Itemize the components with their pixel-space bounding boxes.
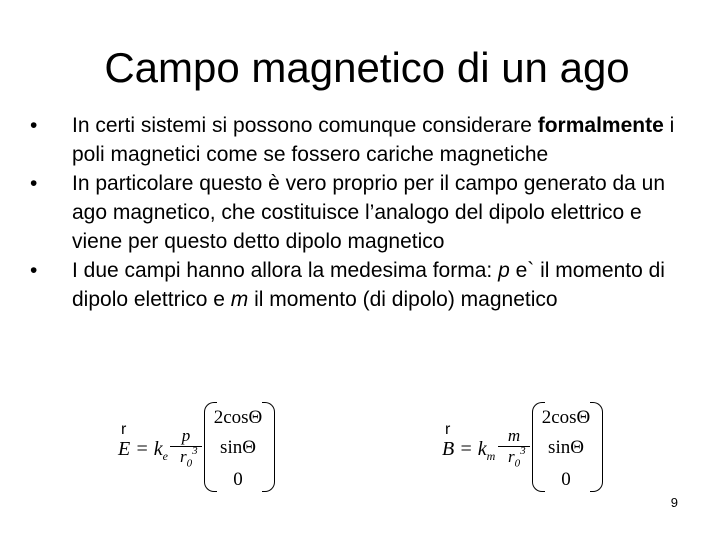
- equals-sign: =: [454, 438, 478, 460]
- bullet-3-italic-m: m: [230, 288, 249, 311]
- vector-row-2: sinΘ: [548, 437, 584, 458]
- bullet-3-text-a: I due campi hanno allora la medesima forma:: [72, 259, 499, 282]
- vector-row-3: 0: [561, 469, 571, 490]
- bullet-3-text-b: e` il momento di dipolo elettrico e: [72, 259, 665, 311]
- vector-row-2: sinΘ: [220, 437, 256, 458]
- page-number: 9: [670, 495, 678, 510]
- bullet-1-text-after: i poli magnetici come se fossero cariche magnetiche: [72, 114, 675, 166]
- bullet-1-text-before: In certi sistemi si possono comunque considerare: [72, 114, 538, 137]
- bullet-list: [30, 111, 690, 314]
- bullet-1-bold-word: formalmente: [537, 114, 664, 137]
- constant-subscript: e: [162, 449, 168, 463]
- right-bracket: [262, 402, 275, 492]
- electric-field-equation: [116, 400, 286, 500]
- vector-mark: r: [445, 421, 451, 438]
- bullet-marker: •: [30, 114, 38, 137]
- bullet-3-italic-p: p: [498, 259, 510, 282]
- denominator-subscript: 0: [186, 457, 193, 470]
- constant-subscript: m: [486, 449, 496, 463]
- bullet-item-1: [30, 111, 690, 169]
- constant: k: [153, 438, 163, 460]
- bullet-2-text: In particolare questo è vero proprio per il campo generato da un ago magnetico, che costituisce l’analogo del dipolo elettrico e viene per questo detto dipolo magnetico: [72, 172, 666, 253]
- bullet-marker: •: [30, 172, 38, 195]
- equals-sign: =: [130, 438, 154, 460]
- right-bracket: [590, 402, 603, 492]
- bullet-item-3: [30, 256, 690, 314]
- denominator-exponent: 3: [520, 445, 526, 457]
- fraction-numerator: m: [507, 426, 521, 445]
- denominator-var: r: [179, 447, 187, 466]
- vector-row-1: 2cosΘ: [213, 407, 263, 428]
- slide-title: Campo magnetico di un ago: [104, 44, 630, 91]
- equation-lhs: [118, 438, 168, 464]
- constant: k: [477, 438, 487, 460]
- field-variable: B: [442, 438, 455, 460]
- denominator-var: r: [507, 447, 515, 466]
- equation-lhs: [442, 438, 495, 464]
- bullet-3-text-c: il momento (di dipolo) magnetico: [248, 288, 558, 311]
- bullet-item-2: [30, 169, 690, 256]
- vector-row-1: 2cosΘ: [541, 407, 591, 428]
- magnetic-field-equation: [440, 400, 610, 500]
- denominator-exponent: 3: [192, 445, 198, 457]
- field-variable: E: [118, 438, 131, 460]
- denominator-subscript: 0: [514, 457, 521, 470]
- fraction-numerator: p: [181, 426, 191, 445]
- bullet-marker: •: [30, 259, 38, 282]
- vector-mark: r: [121, 421, 127, 438]
- vector-row-3: 0: [233, 469, 243, 490]
